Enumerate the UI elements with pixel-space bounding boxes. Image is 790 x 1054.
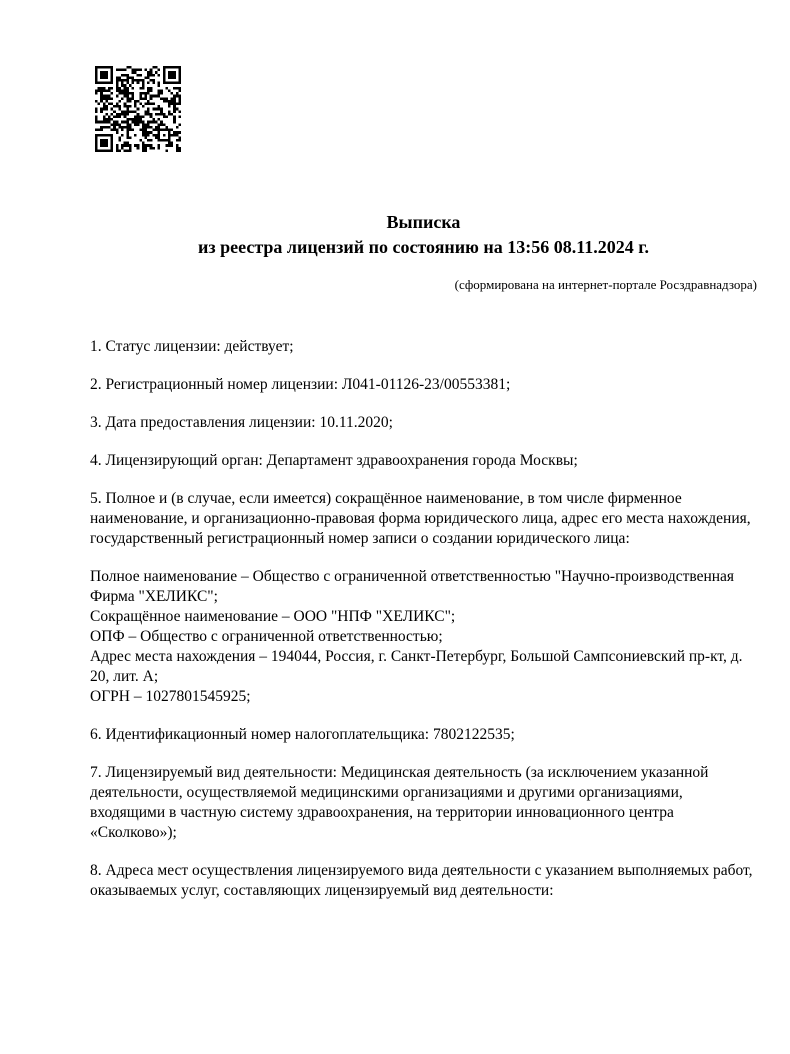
company-ogrn: ОГРН – 1027801545925; — [90, 688, 251, 705]
company-details-block — [90, 567, 757, 707]
document-title — [90, 210, 757, 260]
document-title-line-1: Выписка — [386, 212, 461, 232]
formation-note: (сформирована на интернет-портале Росздравнадзора) — [454, 277, 757, 292]
company-address: Адрес места нахождения – 194044, Россия, г. Санкт-Петербург, Большой Сампсониевский пр-кт, д. 20, лит. А; — [90, 648, 743, 685]
item-6-inn: 6. Идентификационный номер налогоплательщика: 7802122535; — [90, 726, 515, 743]
item-7-activity: 7. Лицензируемый вид деятельности: Медицинская деятельность (за исключением указанной деятельности, осуществляемой медицинскими организациями и другими организациями, входящими в частную систему здравоохранения, на территории инновационного центра «Сколково»); — [90, 764, 709, 841]
item-2-registration-number: 2. Регистрационный номер лицензии: Л041-01126-23/00553381; — [90, 376, 511, 393]
item-3-grant-date: 3. Дата предоставления лицензии: 10.11.2020; — [90, 414, 393, 431]
item-4-licensing-authority: 4. Лицензирующий орган: Департамент здравоохранения города Москвы; — [90, 452, 578, 469]
document-title-line-2: из реестра лицензий по состоянию на 13:56 08.11.2024 г. — [198, 237, 649, 257]
document-content — [90, 0, 757, 901]
company-opf: ОПФ – Общество с ограниченной ответственностью; — [90, 628, 443, 645]
item-1-status: 1. Статус лицензии: действует; — [90, 338, 294, 355]
company-short-name: Сокращённое наименование – ООО "НПФ "ХЕЛИКС"; — [90, 608, 456, 625]
company-full-name: Полное наименование – Общество с ограниченной ответственностью "Научно-производственная Фирма "ХЕЛИКС"; — [90, 568, 735, 605]
item-5-names-intro: 5. Полное и (в случае, если имеется) сокращённое наименование, в том числе фирменное наименование, и организационно-правовая форма юридического лица, адрес его места нахождения, государственный регистрационный номер записи о создании юридического лица: — [90, 490, 751, 547]
item-8-addresses-intro: 8. Адреса мест осуществления лицензируемого вида деятельности с указанием выполняемых работ, оказываемых услуг, составляющих лицензируемый вид деятельности: — [90, 862, 753, 899]
